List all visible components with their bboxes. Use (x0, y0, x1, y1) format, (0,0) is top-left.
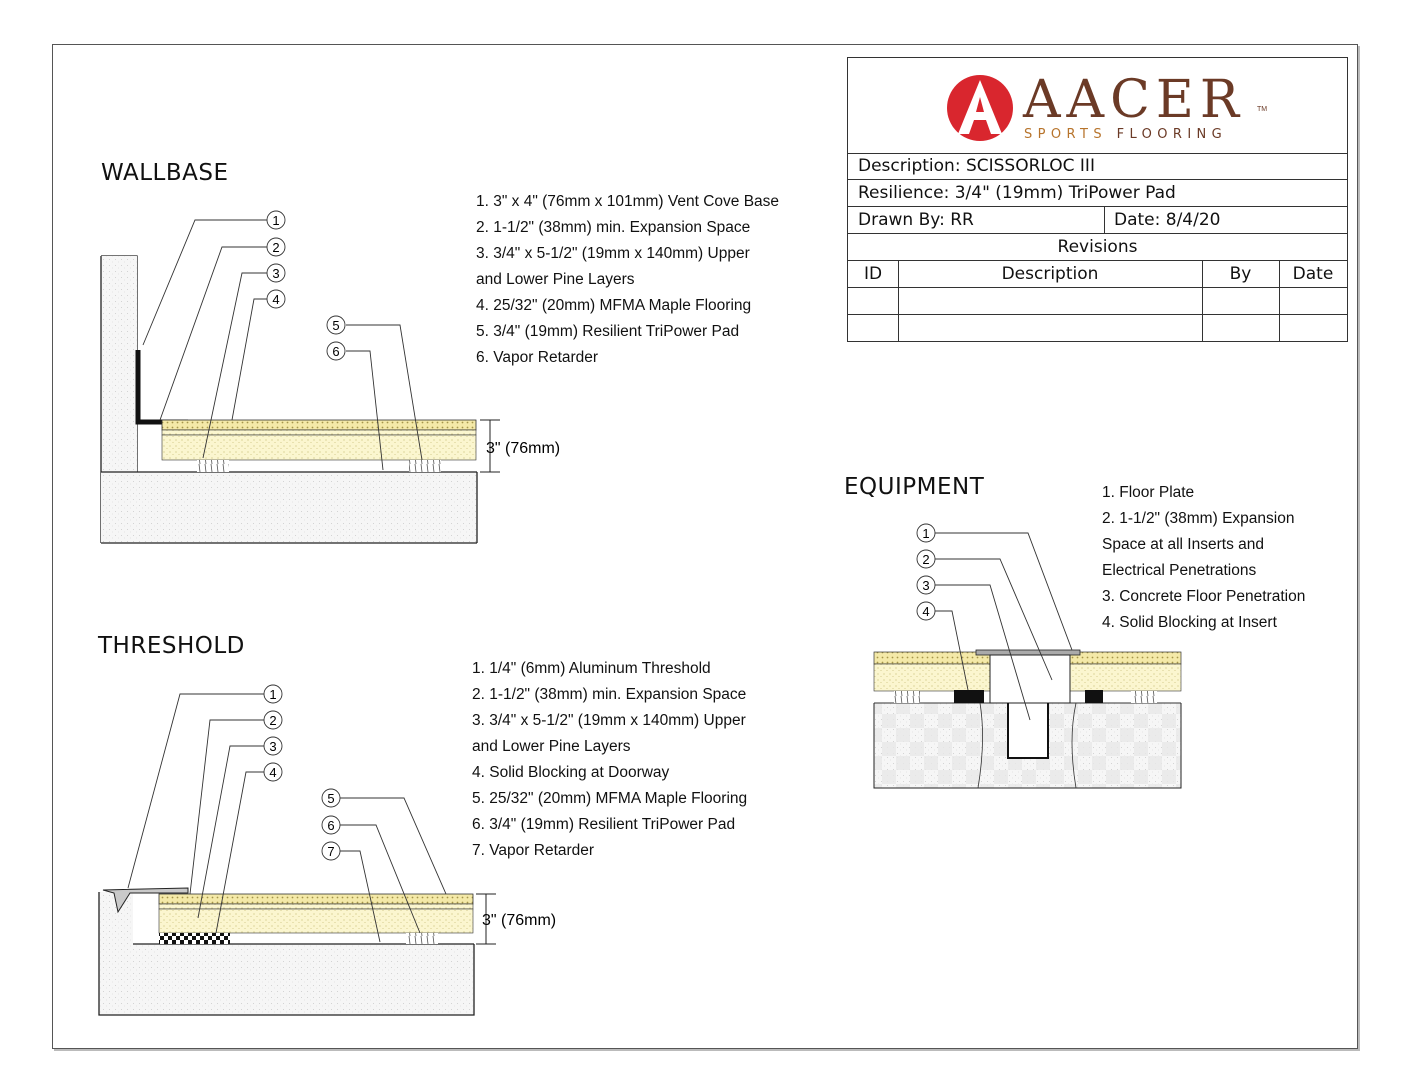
threshold-note: 7. Vapor Retarder (472, 842, 595, 859)
wallbase-callout-6: 6 (332, 344, 340, 359)
wallbase-note: 6. Vapor Retarder (476, 349, 599, 366)
wallbase-callout-4: 4 (272, 292, 280, 307)
equipment-note: Space at all Inserts and (1102, 536, 1264, 553)
threshold-dimension-label: 3" (76mm) (482, 912, 557, 929)
wallbase-callout-3: 3 (272, 266, 280, 281)
resilience-text: Resilience: 3/4" (19mm) TriPower Pad (858, 183, 1176, 203)
threshold-callout-6: 6 (327, 818, 335, 833)
threshold-note: 6. 3/4" (19mm) Resilient TriPower Pad (472, 816, 736, 833)
equipment-callout-2: 2 (922, 552, 930, 567)
revisions-label: Revisions (1057, 237, 1138, 257)
threshold-note: 5. 25/32" (20mm) MFMA Maple Flooring (472, 790, 748, 807)
equipment-note: 4. Solid Blocking at Insert (1102, 614, 1277, 631)
wallbase-note: and Lower Pine Layers (476, 271, 635, 288)
date-text: Date: 8/4/20 (1114, 210, 1221, 230)
threshold-callout-4: 4 (269, 765, 277, 780)
wallbase-note: 1. 3" x 4" (76mm x 101mm) Vent Cove Base (476, 193, 780, 210)
equipment-note: Electrical Penetrations (1102, 562, 1257, 579)
wallbase-dimension-label: 3" (76mm) (486, 440, 561, 457)
threshold-note: 4. Solid Blocking at Doorway (472, 764, 670, 781)
threshold-callout-7: 7 (327, 844, 335, 859)
equipment-callout-1: 1 (922, 526, 930, 541)
rev-header-id: ID (863, 264, 883, 284)
equipment-heading: EQUIPMENT (844, 474, 985, 500)
wallbase-callout-2: 2 (272, 240, 280, 255)
logo-tagline-flooring: FLOORING (1116, 127, 1228, 142)
wallbase-detail (101, 211, 560, 543)
logo-trademark: TM (1257, 106, 1268, 113)
equipment-note: 1. Floor Plate (1102, 484, 1195, 501)
logo-wordmark: AACER (1023, 70, 1246, 130)
description-text: Description: SCISSORLOC III (858, 156, 1095, 176)
equipment-note: 2. 1-1/2" (38mm) Expansion (1102, 510, 1295, 527)
threshold-callout-3: 3 (269, 739, 277, 754)
threshold-callout-2: 2 (269, 713, 277, 728)
threshold-note: 1. 1/4" (6mm) Aluminum Threshold (472, 660, 711, 677)
threshold-detail (99, 685, 556, 1015)
wallbase-note: 5. 3/4" (19mm) Resilient TriPower Pad (476, 323, 740, 340)
equipment-callout-3: 3 (922, 578, 930, 593)
equipment-callout-4: 4 (922, 604, 930, 619)
rev-header-description: Description (1001, 264, 1099, 284)
wallbase-note: 2. 1-1/2" (38mm) min. Expansion Space (476, 219, 751, 236)
threshold-note: 2. 1-1/2" (38mm) min. Expansion Space (472, 686, 747, 703)
equipment-detail (874, 524, 1181, 788)
rev-header-date: Date (1292, 264, 1334, 284)
threshold-callout-5: 5 (327, 791, 335, 806)
equipment-note: 3. Concrete Floor Penetration (1102, 588, 1306, 605)
drawn-by-text: Drawn By: RR (858, 210, 974, 230)
wallbase-note: 3. 3/4" x 5-1/2" (19mm x 140mm) Upper (476, 245, 750, 262)
threshold-note: and Lower Pine Layers (472, 738, 631, 755)
threshold-note: 3. 3/4" x 5-1/2" (19mm x 140mm) Upper (472, 712, 746, 729)
wallbase-callout-1: 1 (272, 213, 280, 228)
threshold-heading: THRESHOLD (98, 633, 245, 659)
threshold-callout-1: 1 (269, 687, 277, 702)
logo-tagline-sports: SPORTS (1024, 127, 1108, 142)
wallbase-note: 4. 25/32" (20mm) MFMA Maple Flooring (476, 297, 752, 314)
wallbase-heading: WALLBASE (101, 160, 229, 186)
wallbase-callout-5: 5 (332, 318, 340, 333)
rev-header-by: By (1229, 264, 1252, 284)
